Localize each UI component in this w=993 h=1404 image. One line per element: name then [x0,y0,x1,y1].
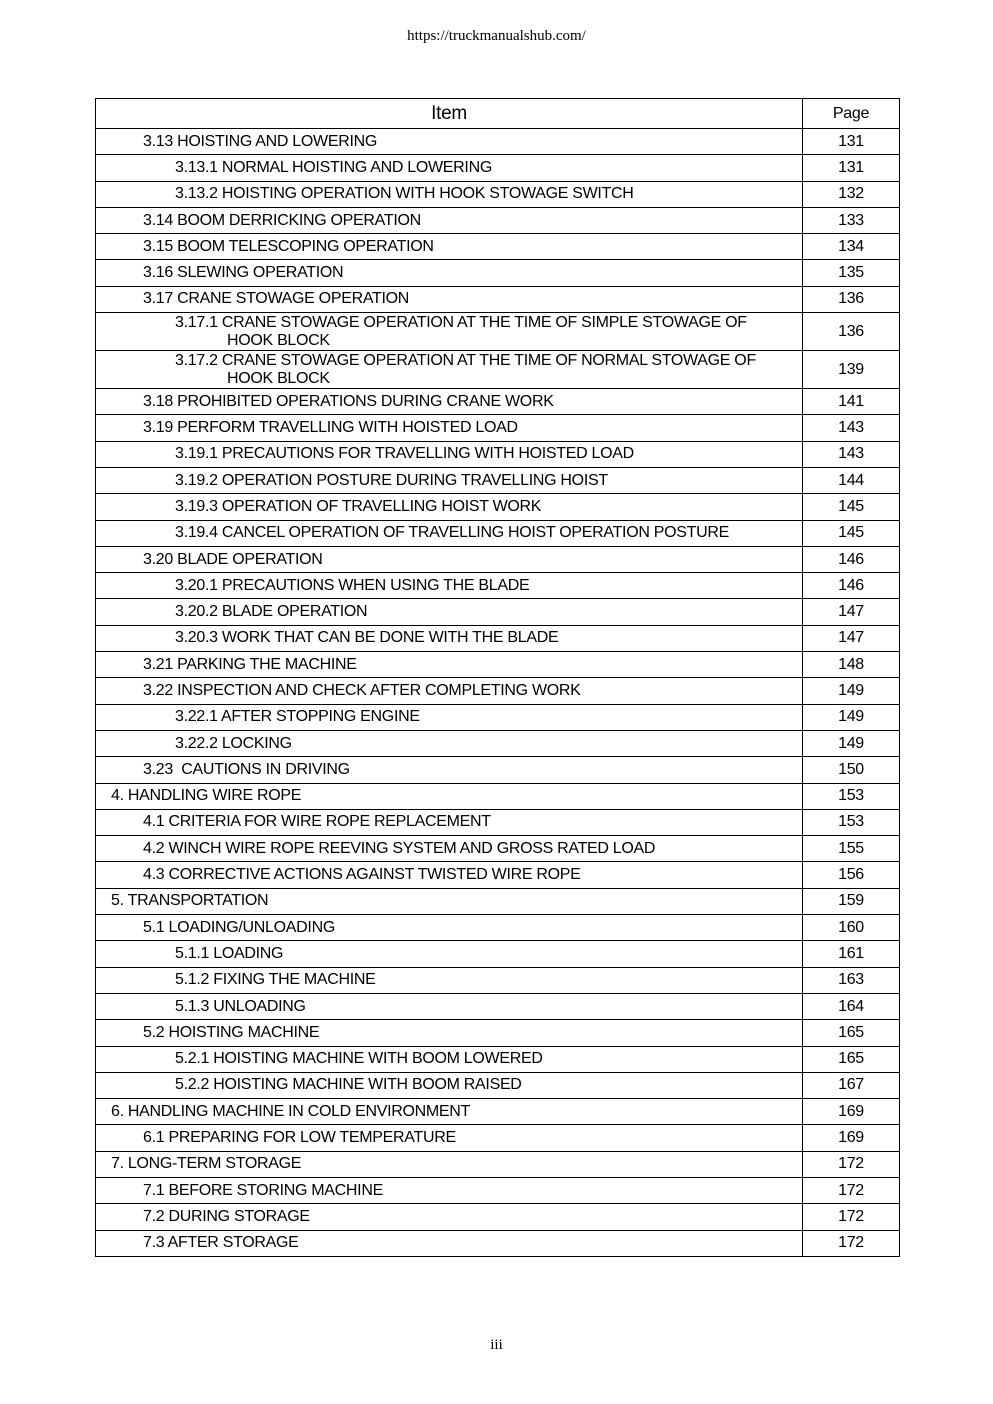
toc-page: 147 [803,599,900,625]
toc-page: 143 [803,441,900,467]
table-row [96,1072,900,1098]
toc-item-continuation: HOOK BLOCK [227,331,330,349]
toc-page: 136 [803,313,900,351]
table-row [96,520,900,546]
toc-item: 3.13.1 NORMAL HOISTING AND LOWERING [96,155,803,181]
toc-page: 149 [803,704,900,730]
table-row [96,625,900,651]
toc-item-line: 3.17.2 CRANE STOWAGE OPERATION AT THE TIME OF NORMAL STOWAGE OF [175,351,756,369]
table-row [96,1020,900,1046]
toc-item: 4.3 CORRECTIVE ACTIONS AGAINST TWISTED WIRE ROPE [96,862,803,888]
toc-page: 134 [803,234,900,260]
toc-page: 172 [803,1177,900,1203]
toc-item: 3.22.2 LOCKING [96,730,803,756]
toc-item: 3.19.1 PRECAUTIONS FOR TRAVELLING WITH HOISTED LOAD [96,441,803,467]
toc-page: 147 [803,625,900,651]
toc-item: 3.22.1 AFTER STOPPING ENGINE [96,704,803,730]
table-row [96,286,900,312]
toc-page: 164 [803,993,900,1019]
toc-item: 4.1 CRITERIA FOR WIRE ROPE REPLACEMENT [96,809,803,835]
toc-item: 5.1.2 FIXING THE MACHINE [96,967,803,993]
toc-page: 165 [803,1020,900,1046]
toc-item: 5.2 HOISTING MACHINE [96,1020,803,1046]
toc-item: 7. LONG-TERM STORAGE [96,1151,803,1177]
table-row [96,207,900,233]
toc-item: 5. TRANSPORTATION [96,888,803,914]
table-row [96,129,900,155]
table-row [96,1204,900,1230]
toc-item: 3.16 SLEWING OPERATION [96,260,803,286]
toc-item: 3.20.2 BLADE OPERATION [96,599,803,625]
toc-item: 7.2 DURING STORAGE [96,1204,803,1230]
toc-page: 144 [803,467,900,493]
table-row [96,757,900,783]
toc-page: 153 [803,783,900,809]
toc-page: 172 [803,1204,900,1230]
toc-item: 3.15 BOOM TELESCOPING OPERATION [96,234,803,260]
table-row [96,1099,900,1125]
toc-item: 3.20.3 WORK THAT CAN BE DONE WITH THE BLADE [96,625,803,651]
toc-page: 159 [803,888,900,914]
table-row [96,546,900,572]
toc-item: 5.1.3 UNLOADING [96,993,803,1019]
toc-page: 165 [803,1046,900,1072]
toc-page: 153 [803,809,900,835]
table-row [96,862,900,888]
table-row [96,836,900,862]
table-row [96,313,900,351]
toc-page: 163 [803,967,900,993]
table-row [96,783,900,809]
table-row [96,1230,900,1256]
table-row [96,441,900,467]
item-column-header: Item [96,99,803,129]
table-header-row [96,99,900,129]
toc-page: 169 [803,1125,900,1151]
toc-item: 3.20 BLADE OPERATION [96,546,803,572]
toc-page: 145 [803,520,900,546]
header-url: https://truckmanualshub.com/ [407,28,586,44]
toc-item: 4. HANDLING WIRE ROPE [96,783,803,809]
toc-page: 150 [803,757,900,783]
toc-item-continuation: HOOK BLOCK [227,369,330,387]
toc-item: 5.1.1 LOADING [96,941,803,967]
toc-item: 7.1 BEFORE STORING MACHINE [96,1177,803,1203]
toc-page: 169 [803,1099,900,1125]
toc-item: 3.19 PERFORM TRAVELLING WITH HOISTED LOAD [96,415,803,441]
toc-page: 156 [803,862,900,888]
toc-item: 5.1 LOADING/UNLOADING [96,915,803,941]
table-row [96,260,900,286]
toc-page: 143 [803,415,900,441]
toc-item: 5.2.2 HOISTING MACHINE WITH BOOM RAISED [96,1072,803,1098]
table-row [96,234,900,260]
table-row [96,573,900,599]
table-row [96,181,900,207]
toc-page: 149 [803,730,900,756]
toc-page: 155 [803,836,900,862]
toc-item: 3.18 PROHIBITED OPERATIONS DURING CRANE WORK [96,389,803,415]
page-column-header: Page [803,99,900,129]
toc-page: 131 [803,129,900,155]
toc-item: 3.22 INSPECTION AND CHECK AFTER COMPLETING WORK [96,678,803,704]
toc-page: 160 [803,915,900,941]
toc-page: 167 [803,1072,900,1098]
toc-item: 5.2.1 HOISTING MACHINE WITH BOOM LOWERED [96,1046,803,1072]
table-row [96,941,900,967]
toc-item: 3.20.1 PRECAUTIONS WHEN USING THE BLADE [96,573,803,599]
toc-page: 132 [803,181,900,207]
toc-page: 133 [803,207,900,233]
table-row [96,389,900,415]
toc-item: 3.23 CAUTIONS IN DRIVING [96,757,803,783]
toc-page: 172 [803,1230,900,1256]
table-row [96,704,900,730]
toc-page: 161 [803,941,900,967]
table-row [96,494,900,520]
toc-item: 3.13 HOISTING AND LOWERING [96,129,803,155]
toc-item: 3.17 CRANE STOWAGE OPERATION [96,286,803,312]
table-row [96,1177,900,1203]
table-row [96,1046,900,1072]
table-row [96,888,900,914]
table-row [96,730,900,756]
table-row [96,599,900,625]
toc-item [96,351,803,389]
toc-item: 7.3 AFTER STORAGE [96,1230,803,1256]
toc-page: 148 [803,652,900,678]
toc-page: 139 [803,351,900,389]
toc-page: 172 [803,1151,900,1177]
toc-item: 3.19.2 OPERATION POSTURE DURING TRAVELLING HOIST [96,467,803,493]
toc-item: 3.19.3 OPERATION OF TRAVELLING HOIST WORK [96,494,803,520]
toc-item: 3.14 BOOM DERRICKING OPERATION [96,207,803,233]
toc-page: 131 [803,155,900,181]
table-row [96,415,900,441]
toc-page: 145 [803,494,900,520]
toc-page: 146 [803,546,900,572]
table-row [96,809,900,835]
table-row [96,678,900,704]
table-row [96,155,900,181]
toc-item: 4.2 WINCH WIRE ROPE REEVING SYSTEM AND GROSS RATED LOAD [96,836,803,862]
table-row [96,993,900,1019]
toc-item-line: 3.17.1 CRANE STOWAGE OPERATION AT THE TIME OF SIMPLE STOWAGE OF [175,313,747,331]
toc-page: 149 [803,678,900,704]
page-number: iii [490,1337,503,1353]
toc-page: 146 [803,573,900,599]
toc-item: 6.1 PREPARING FOR LOW TEMPERATURE [96,1125,803,1151]
table-row [96,967,900,993]
table-row [96,467,900,493]
toc-page: 135 [803,260,900,286]
toc-item: 3.13.2 HOISTING OPERATION WITH HOOK STOWAGE SWITCH [96,181,803,207]
table-row [96,652,900,678]
toc-item: 6. HANDLING MACHINE IN COLD ENVIRONMENT [96,1099,803,1125]
toc-page: 136 [803,286,900,312]
toc-item [96,313,803,351]
table-of-contents [95,98,900,1257]
table-row [96,351,900,389]
toc-item: 3.21 PARKING THE MACHINE [96,652,803,678]
toc-item: 3.19.4 CANCEL OPERATION OF TRAVELLING HOIST OPERATION POSTURE [96,520,803,546]
table-row [96,915,900,941]
toc-page: 141 [803,389,900,415]
table-row [96,1125,900,1151]
table-row [96,1151,900,1177]
